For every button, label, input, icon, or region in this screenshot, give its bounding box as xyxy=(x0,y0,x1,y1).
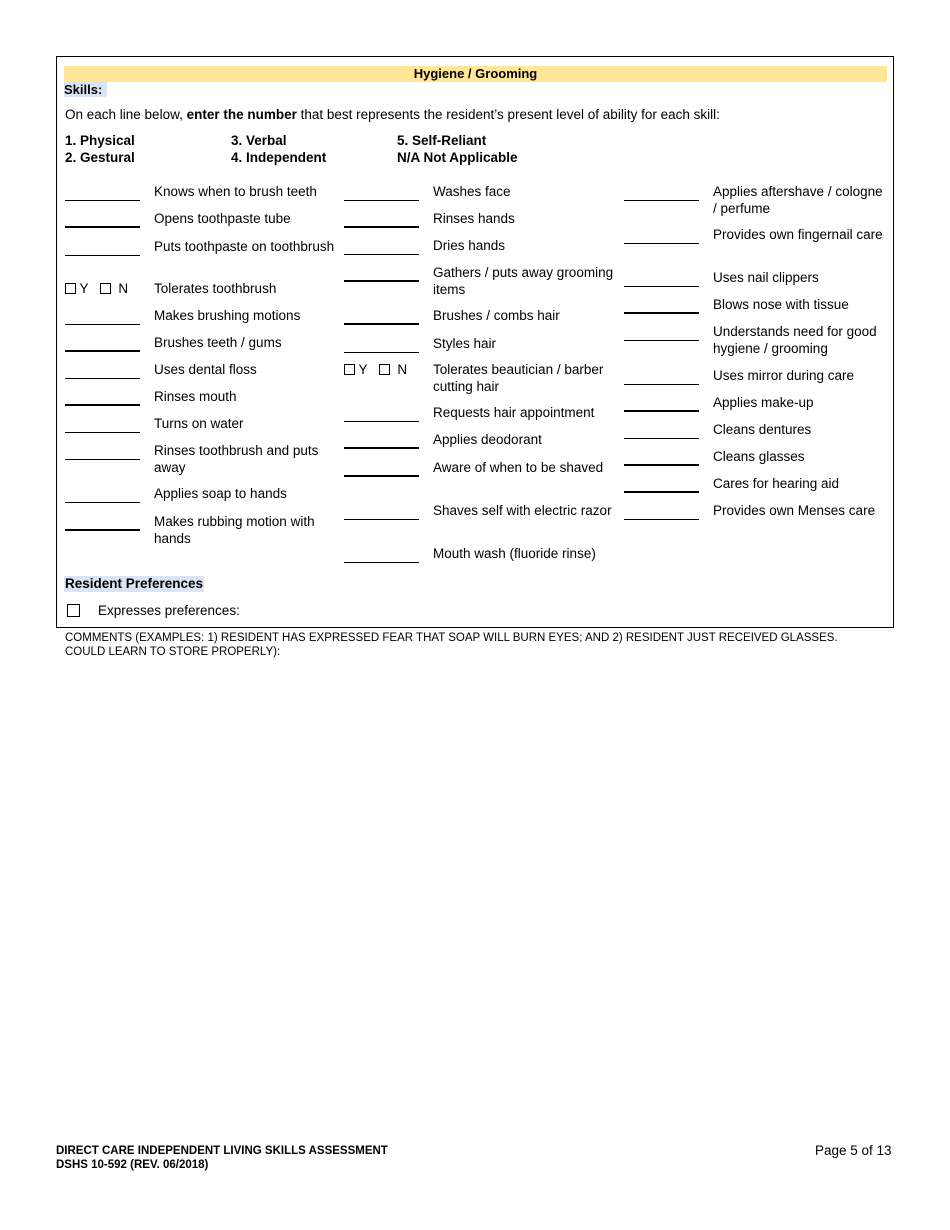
no-label: N xyxy=(118,281,129,296)
score-line[interactable] xyxy=(344,546,419,563)
skill-label: Requests hair appointment xyxy=(433,405,595,420)
score-line[interactable] xyxy=(65,486,140,503)
no-checkbox[interactable] xyxy=(379,364,390,375)
skill-label: Rinses toothbrush and puts away xyxy=(154,443,319,475)
score-line[interactable] xyxy=(65,211,140,228)
score-line[interactable] xyxy=(624,324,699,341)
yes-checkbox[interactable] xyxy=(65,283,76,294)
score-line[interactable] xyxy=(344,432,419,449)
expresses-preferences-checkbox[interactable] xyxy=(67,604,80,617)
score-line[interactable] xyxy=(624,449,699,466)
no-label: N xyxy=(397,362,408,377)
skill-label: Applies deodorant xyxy=(433,432,542,447)
skill-label: Applies make-up xyxy=(713,395,814,410)
score-line[interactable] xyxy=(344,184,419,201)
score-line[interactable] xyxy=(624,297,699,314)
instructions-bold: enter the number xyxy=(186,107,297,122)
skill-label: Styles hair xyxy=(433,336,497,351)
score-line[interactable] xyxy=(65,335,140,352)
scale-verbal: 3. Verbal xyxy=(231,133,287,148)
score-line[interactable] xyxy=(344,238,419,255)
preferences-row xyxy=(67,603,240,618)
skill-label: Cleans dentures xyxy=(713,422,812,437)
score-line[interactable] xyxy=(65,389,140,406)
score-line[interactable] xyxy=(344,265,419,282)
skill-label: Applies aftershave / cologne / perfume xyxy=(713,184,883,216)
score-line[interactable] xyxy=(624,503,699,520)
skill-label: Shaves self with electric razor xyxy=(433,503,612,518)
skill-label: Cleans glasses xyxy=(713,449,805,464)
skill-label: Mouth wash (fluoride rinse) xyxy=(433,546,596,561)
skill-label: Rinses hands xyxy=(433,211,515,226)
skill-label: Dries hands xyxy=(433,238,506,253)
score-line[interactable] xyxy=(344,503,419,520)
score-line[interactable] xyxy=(624,395,699,412)
score-line[interactable] xyxy=(344,460,419,477)
score-line[interactable] xyxy=(344,211,419,228)
scale-legend-col2 xyxy=(231,132,326,166)
no-checkbox[interactable] xyxy=(100,283,111,294)
score-line[interactable] xyxy=(65,184,140,201)
skill-label: Rinses mouth xyxy=(154,389,237,404)
score-line[interactable] xyxy=(65,239,140,256)
skill-label: Brushes / combs hair xyxy=(433,308,560,323)
skill-label: Tolerates beautician / barber cutting hair xyxy=(433,362,604,394)
skill-label: Blows nose with tissue xyxy=(713,297,849,312)
score-line[interactable] xyxy=(65,362,140,379)
comments-label: COMMENTS (EXAMPLES: 1) RESIDENT HAS EXPRESSED FEAR THAT SOAP WILL BURN EYES; AND 2) RESIDENT JUST RECEIVED GLASSES. COULD LEARN TO STORE PROPERLY): xyxy=(65,632,838,658)
skill-label: Opens toothpaste tube xyxy=(154,211,291,226)
skill-label: Uses mirror during care xyxy=(713,368,855,383)
score-line[interactable] xyxy=(624,184,699,201)
instructions-suffix: that best represents the resident’s present level of ability for each skill: xyxy=(296,107,720,122)
scale-not-applicable: N/A Not Applicable xyxy=(397,150,518,165)
expresses-preferences-label: Expresses preferences: xyxy=(98,603,240,618)
score-line[interactable] xyxy=(65,308,140,325)
skill-label: Uses dental floss xyxy=(154,362,257,377)
skill-label: Tolerates toothbrush xyxy=(154,281,277,296)
score-line[interactable] xyxy=(624,270,699,287)
score-line[interactable] xyxy=(624,476,699,493)
footer-form-title xyxy=(56,1144,388,1172)
skill-label: Makes rubbing motion with hands xyxy=(154,514,315,546)
scale-gestural: 2. Gestural xyxy=(65,150,135,165)
section-title: Hygiene / Grooming xyxy=(64,66,887,82)
scale-legend-col1 xyxy=(65,132,135,166)
scale-physical: 1. Physical xyxy=(65,133,135,148)
score-line[interactable] xyxy=(624,227,699,244)
yes-no-checkboxes xyxy=(65,281,128,297)
skill-label: Puts toothpaste on toothbrush xyxy=(154,239,335,254)
yes-label: Y xyxy=(79,281,89,296)
skill-label: Applies soap to hands xyxy=(154,486,287,501)
skill-label: Gathers / puts away grooming items xyxy=(433,265,614,297)
skill-label: Cares for hearing aid xyxy=(713,476,840,491)
skill-label: Provides own Menses care xyxy=(713,503,876,518)
footer-form-number: DSHS 10-592 (REV. 06/2018) xyxy=(56,1159,209,1171)
instructions-prefix: On each line below, xyxy=(65,107,187,122)
score-line[interactable] xyxy=(344,308,419,325)
skill-label: Brushes teeth / gums xyxy=(154,335,282,350)
scale-legend-col3 xyxy=(397,132,518,166)
scale-self-reliant: 5. Self-Reliant xyxy=(397,133,487,148)
score-line[interactable] xyxy=(344,405,419,422)
resident-preferences-title: Resident Preferences xyxy=(65,576,204,591)
page-number: Page 5 of 13 xyxy=(815,1143,892,1158)
skills-label: Skills: xyxy=(64,82,107,97)
footer-form-name: DIRECT CARE INDEPENDENT LIVING SKILLS ASSESSMENT xyxy=(56,1145,388,1157)
yes-checkbox[interactable] xyxy=(344,364,355,375)
skill-label: Uses nail clippers xyxy=(713,270,819,285)
score-line[interactable] xyxy=(624,368,699,385)
skill-label: Knows when to brush teeth xyxy=(154,184,317,199)
score-line[interactable] xyxy=(65,416,140,433)
skill-label: Turns on water xyxy=(154,416,244,431)
yes-no-checkboxes xyxy=(344,362,407,378)
hygiene-grooming-section xyxy=(56,56,894,628)
score-line[interactable] xyxy=(65,514,140,531)
skill-label: Understands need for good hygiene / grooming xyxy=(713,324,877,356)
skill-label: Washes face xyxy=(433,184,511,199)
skill-label: Provides own fingernail care xyxy=(713,227,883,242)
score-line[interactable] xyxy=(624,422,699,439)
skill-label: Aware of when to be shaved xyxy=(433,460,604,475)
score-line[interactable] xyxy=(344,336,419,353)
scale-independent: 4. Independent xyxy=(231,150,327,165)
yes-label: Y xyxy=(358,362,368,377)
skill-label: Makes brushing motions xyxy=(154,308,301,323)
score-line[interactable] xyxy=(65,443,140,460)
instructions xyxy=(65,107,720,122)
